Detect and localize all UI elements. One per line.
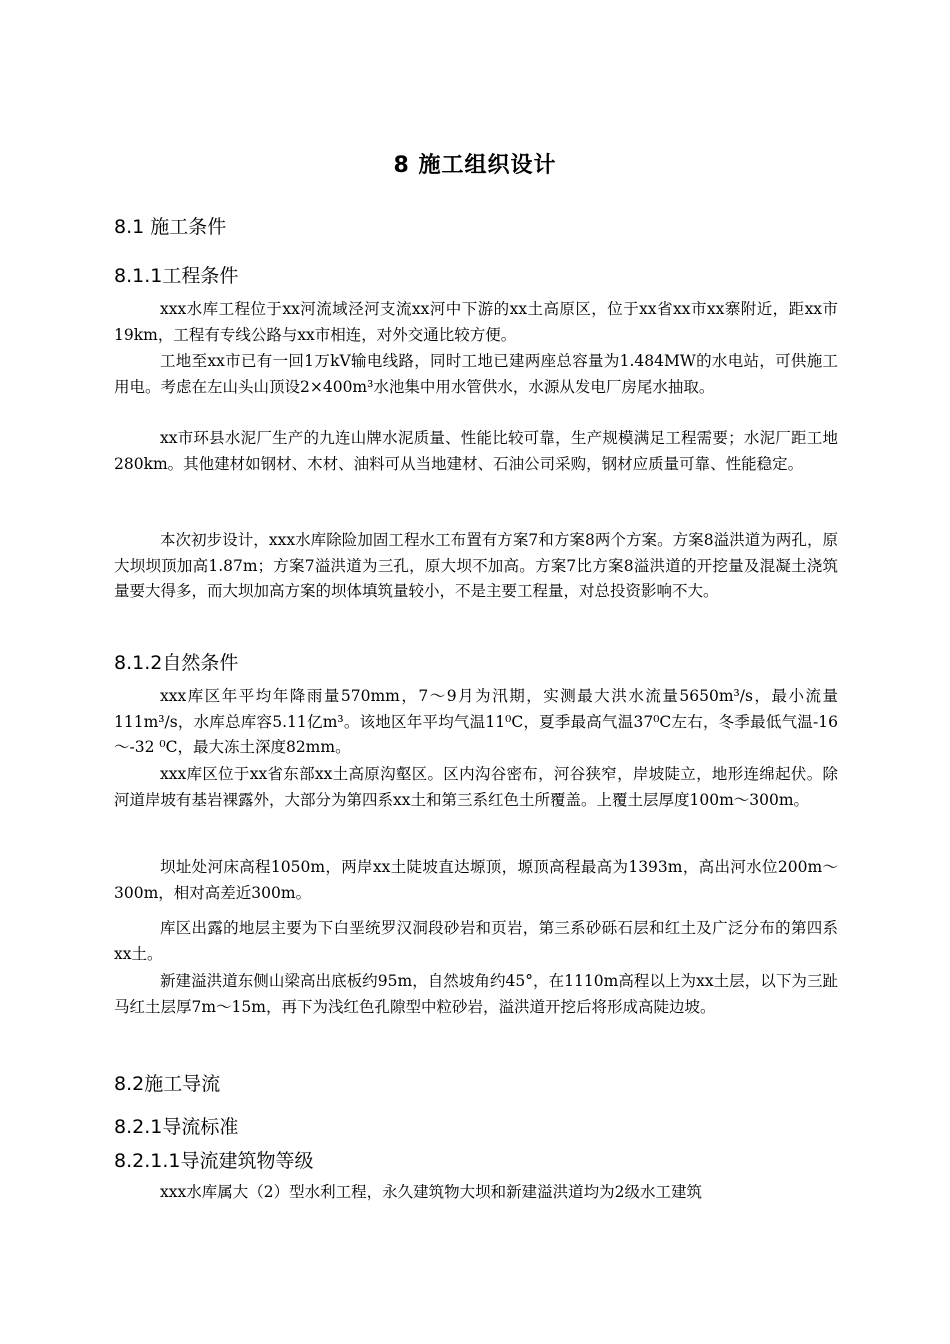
paragraph-natural-spillway-slope: 新建溢洪道东侧山梁高出底板约95m，自然坡角约45°，在1110m高程以上为xx土层，以下为三趾马红土层厚7m～15m，再下为浅红色孔隙型中粒砂岩，溢洪道开挖后将形成高陡边坡。 bbox=[114, 972, 838, 1016]
paragraph-engineering-location: xxx水库工程位于xx河流域泾河支流xx河中下游的xx土高原区，位于xx省xx市xx寨附近，距xx市19km，工程有专线公路与xx市相连，对外交通比较方便。 bbox=[114, 300, 838, 344]
section-heading-8-1-1: 8.1.1工程条件 bbox=[114, 265, 239, 287]
paragraph-natural-strata: 库区出露的地层主要为下白垩统罗汉洞段砂岩和页岩，第三系砂砾石层和红土及广泛分布的第四系xx土。 bbox=[114, 919, 838, 963]
section-heading-8-1: 8.1 施工条件 bbox=[114, 216, 227, 238]
section-heading-8-2-1: 8.2.1导流标准 bbox=[114, 1116, 239, 1138]
paragraph-engineering-design-options: 本次初步设计，xxx水库除险加固工程水工布置有方案7和方案8两个方案。方案8溢洪道为两孔，原大坝坝顶加高1.87m；方案7溢洪道为三孔，原大坝不加高。方案7比方案8溢洪道的开挖量及混凝土浇筑量要大得多，而大坝加高方案的坝体填筑量较小，不是主要工程量，对总投资影响不大。 bbox=[114, 531, 838, 600]
paragraph-engineering-materials: xx市环县水泥厂生产的九连山牌水泥质量、性能比较可靠，生产规模满足工程需要；水泥厂距工地280km。其他建材如钢材、木材、油料可从当地建材、石油公司采购，钢材应质量可靠、性能稳定。 bbox=[114, 429, 838, 473]
paragraph-diversion-grade: xxx水库属大（2）型水利工程，永久建筑物大坝和新建溢洪道均为2级水工建筑 bbox=[160, 1183, 702, 1201]
section-heading-8-2-1-1: 8.2.1.1导流建筑物等级 bbox=[114, 1150, 314, 1172]
paragraph-engineering-power-water: 工地至xx市已有一回1万kV输电线路，同时工地已建两座总容量为1.484MW的水电站，可供施工用电。考虑在左山头山顶设2×400m³水池集中用水管供水，水源从发电厂房尾水抽取。 bbox=[114, 352, 838, 396]
paragraph-natural-climate: xxx库区年平均年降雨量570mm，7～9月为汛期，实测最大洪水流量5650m³/s，最小流量111m³/s，水库总库容5.11亿m³。该地区年平均气温11⁰C，夏季最高气温37⁰C左右，冬季最低气温-16～-32 ⁰C，最大冻土深度82mm。 bbox=[114, 687, 838, 756]
section-heading-8-2: 8.2施工导流 bbox=[114, 1073, 221, 1095]
paragraph-natural-riverbed: 坝址处河床高程1050m，两岸xx土陡坡直达塬顶，塬顶高程最高为1393m，高出河水位200m～300m，相对高差近300m。 bbox=[114, 858, 838, 902]
paragraph-natural-terrain: xxx库区位于xx省东部xx土高原沟壑区。区内沟谷密布，河谷狭窄，岸坡陡立，地形连绵起伏。除河道岸坡有基岩裸露外，大部分为第四系xx土和第三系红色土所覆盖。上覆土层厚度100m～300m。 bbox=[114, 765, 838, 809]
section-heading-8-1-2: 8.1.2自然条件 bbox=[114, 652, 239, 674]
chapter-title: 8 施工组织设计 bbox=[393, 153, 557, 178]
